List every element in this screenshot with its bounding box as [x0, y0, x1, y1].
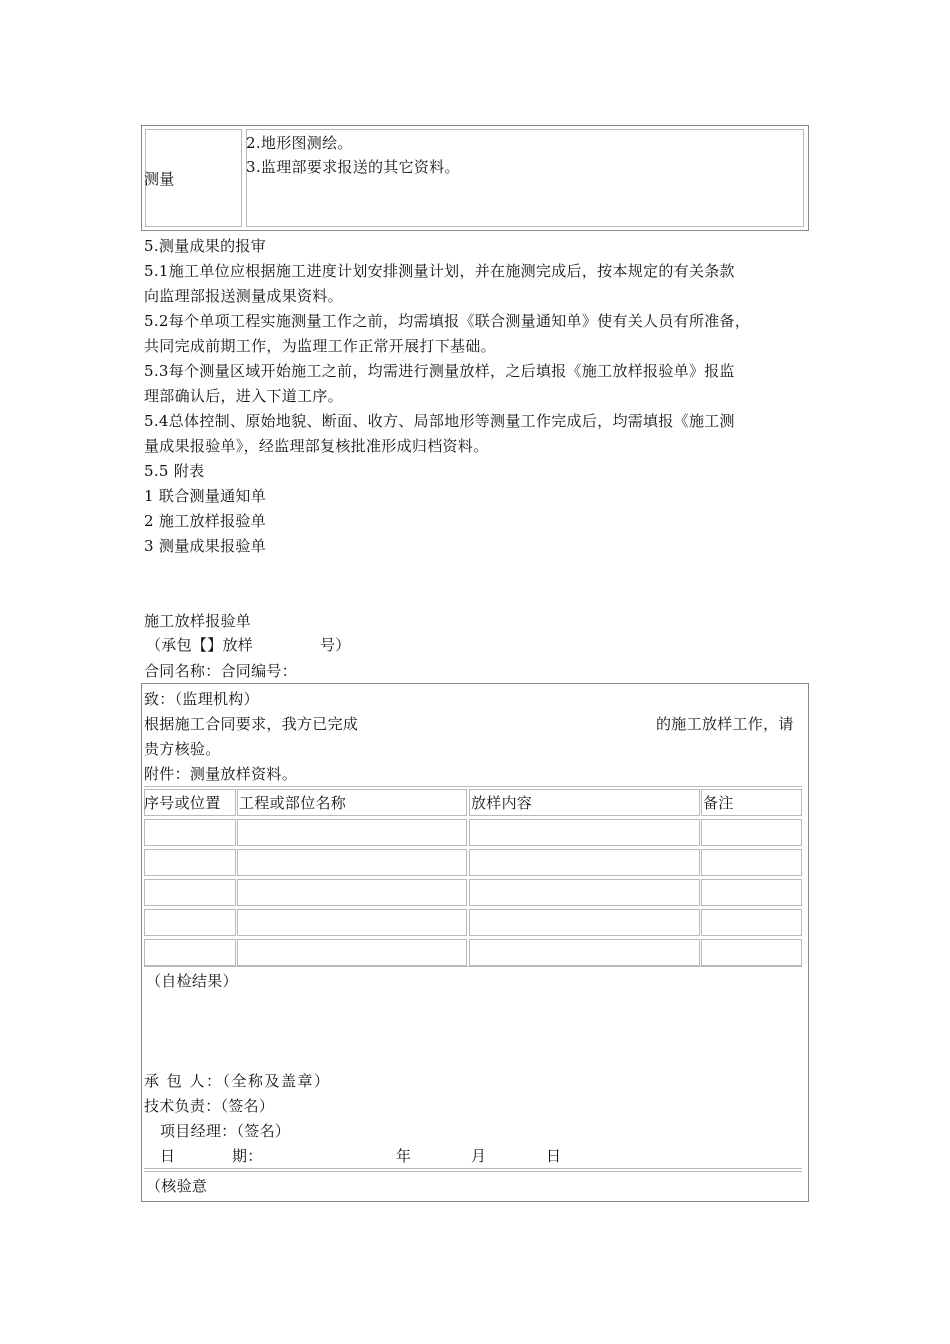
self-check-label: （自检结果）	[146, 972, 238, 990]
measure-table-label: 测量	[144, 170, 175, 188]
col-header-position: 序号或位置	[144, 794, 221, 812]
form-body-left: 根据施工合同要求，我方已完成	[144, 715, 359, 733]
divider	[144, 1168, 802, 1169]
table-cell	[237, 909, 467, 936]
contract-line: 合同名称：合同编号：	[144, 662, 298, 680]
para-5-4-line-2: 量成果报验单》，经监理部复核批准形成归档资料。	[144, 437, 489, 455]
col-header-project: 工程或部位名称	[239, 794, 347, 812]
form-title: 施工放样报验单	[144, 612, 252, 630]
para-5-3-line-1: 5.3每个测量区域开始施工之前，均需进行测量放样，之后填报《施工放样报验单》报监	[144, 362, 735, 380]
para-5-4-line-1: 5.4总体控制、原始地貌、断面、收方、局部地形等测量工作完成后，均需填报《施工测	[144, 412, 735, 430]
measure-table	[141, 125, 809, 231]
date-year: 年	[396, 1147, 412, 1165]
divider	[144, 966, 802, 967]
table-cell	[469, 819, 700, 846]
col-header-content: 放样内容	[471, 794, 533, 812]
project-manager-line: 项目经理：（签名）	[160, 1122, 291, 1140]
table-cell	[144, 849, 236, 876]
form-body-line-2: 贵方核验。	[144, 740, 221, 758]
measure-item-3: 3.监理部要求报送的其它资料。	[246, 158, 460, 176]
para-5-1-line-1: 5.1施工单位应根据施工进度计划安排测量计划，并在施测完成后，按本规定的有关条款	[144, 262, 735, 280]
table-cell	[469, 909, 700, 936]
table-cell	[701, 819, 802, 846]
para-5-3-line-2: 理部确认后，进入下道工序。	[144, 387, 343, 405]
date-month: 月	[471, 1147, 487, 1165]
para-5-2-line-2: 共同完成前期工作，为监理工作正常开展打下基础。	[144, 337, 496, 355]
table-cell	[144, 939, 236, 966]
table-cell	[144, 879, 236, 906]
divider	[144, 1171, 802, 1172]
annex-item-3: 3 测量成果报验单	[144, 537, 267, 555]
para-5-1-line-2: 向监理部报送测量成果资料。	[144, 287, 343, 305]
date-label-2: 期：	[232, 1147, 263, 1165]
col-header-remarks: 备注	[703, 794, 734, 812]
divider	[144, 786, 802, 787]
table-cell	[701, 879, 802, 906]
table-cell	[469, 849, 700, 876]
form-attachment: 附件：测量放样资料。	[144, 765, 298, 783]
table-cell	[701, 909, 802, 936]
form-to: 致：（监理机构）	[144, 690, 259, 708]
tech-lead-line: 技术负责：（签名）	[144, 1097, 275, 1115]
section-title: 5.测量成果的报审	[144, 237, 267, 255]
table-cell	[469, 879, 700, 906]
date-day: 日	[546, 1147, 562, 1165]
table-cell	[469, 939, 700, 966]
date-label: 日	[160, 1147, 176, 1165]
table-cell	[701, 939, 802, 966]
table-cell	[144, 909, 236, 936]
table-cell	[237, 819, 467, 846]
measure-item-2: 2.地形图测绘。	[246, 134, 353, 152]
contractor-line: 承 包 人：（全称及盖章）	[144, 1072, 331, 1090]
annex-item-2: 2 施工放样报验单	[144, 512, 267, 530]
table-cell	[701, 849, 802, 876]
form-number-prefix: （承包【】放样	[146, 636, 254, 654]
para-5-2-line-1: 5.2每个单项工程实施测量工作之前，均需填报《联合测量通知单》使有关人员有所准备，	[144, 312, 751, 330]
table-cell	[237, 939, 467, 966]
review-label: （核验意	[146, 1177, 208, 1195]
table-cell	[237, 849, 467, 876]
form-body-right: 的施工放样工作，请	[656, 715, 794, 733]
form-number-suffix: 号）	[320, 636, 351, 654]
table-cell	[144, 819, 236, 846]
table-cell	[237, 879, 467, 906]
annex-item-1: 1 联合测量通知单	[144, 487, 267, 505]
para-5-5: 5.5 附表	[144, 462, 205, 480]
